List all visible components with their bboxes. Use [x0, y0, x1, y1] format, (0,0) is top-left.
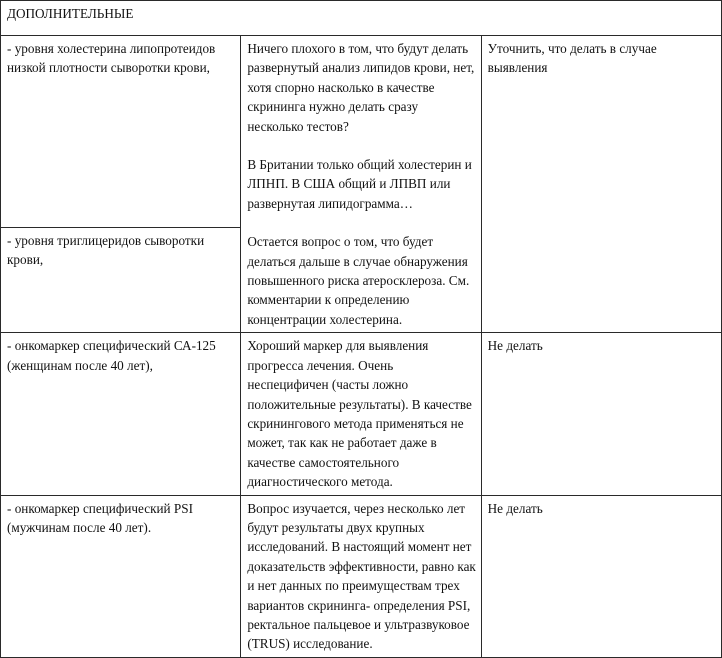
- table-header-row: [1, 1, 722, 36]
- recommendation-ca125: Не делать: [481, 333, 721, 495]
- indicator-ca125: - онкомаркер специфический СА-125 (женщинам после 40 лет),: [1, 333, 241, 495]
- table-row-psi: [1, 495, 722, 657]
- recommendation-psi: Не делать: [481, 495, 721, 657]
- comment-ca125: Хороший маркер для выявления прогресса лечения. Очень неспецифичен (часты ложно положительные результаты). В качестве скринингового метода применяться не может, так как не работает даже в качестве самостоятельного диагностического метода.: [241, 333, 481, 495]
- comment-lipids: [241, 36, 481, 333]
- comment-lipids-paragraph: Остается вопрос о том, что будет делаться дальше в случае обнаружения повышенного риска атеросклероза. См. комментарии к определению концентрации холестерина.: [247, 234, 470, 327]
- comment-lipids-paragraph: В Британии только общий холестерин и ЛПНП. В США общий и ЛПВП или развернутая липидограмма…: [247, 157, 472, 211]
- recommendation-lipids: Уточнить, что делать в случае выявления: [481, 36, 721, 333]
- table-header-title: ДОПОЛНИТЕЛЬНЫЕ: [1, 1, 722, 36]
- indicator-triglycerides: - уровня триглицеридов сыворотки крови,: [1, 227, 241, 333]
- indicator-psi: - онкомаркер специфический PSI (мужчинам после 40 лет).: [1, 495, 241, 657]
- comment-psi: Вопрос изучается, через несколько лет будут результаты двух крупных исследований. В настоящий момент нет доказательств эффективности, равно как и нет данных по преимуществам трех вариантов скрининга- определения PSI, ректальное пальцевое и ультразвуковое (TRUS) исследование.: [241, 495, 481, 657]
- indicator-ldl-cholesterol: - уровня холестерина липопротеидов низкой плотности сыворотки крови,: [1, 36, 241, 228]
- table-row-ca125: [1, 333, 722, 495]
- comment-lipids-paragraph: Ничего плохого в том, что будут делать развернутый анализ липидов крови, нет, хотя спорно насколько в качестве скрининга нужно делать сразу несколько тестов?: [247, 41, 475, 134]
- table-row-lipids-a: [1, 36, 722, 228]
